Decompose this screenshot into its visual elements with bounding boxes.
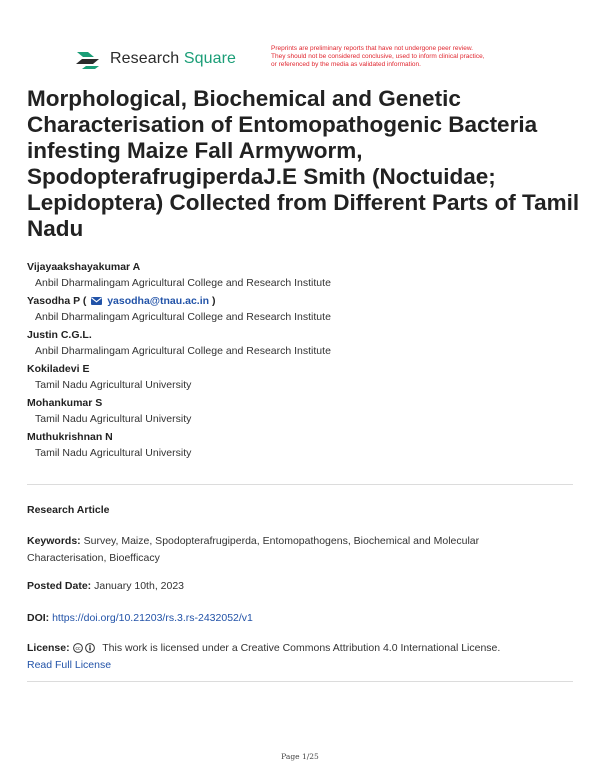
author-name: Muthukrishnan N	[27, 431, 113, 443]
doi-link[interactable]: https://doi.org/10.21203/rs.3.rs-2432052/v1	[52, 612, 253, 624]
posted-date-label: Posted Date:	[27, 580, 92, 592]
keywords	[27, 533, 567, 567]
author-affiliation: Tamil Nadu Agricultural University	[35, 447, 192, 459]
preprint-notice-line: They should not be considered conclusive, used to inform clinical practice,	[271, 53, 485, 60]
brand-name	[110, 50, 236, 68]
author-name: Kokiladevi E	[27, 363, 90, 375]
preprint-notice-line: or referenced by the media as validated information.	[271, 61, 421, 68]
keywords-line1: Survey, Maize, Spodopterafrugiperda, Entomopathogens, Biochemical and Molecular	[83, 535, 480, 547]
page-number: Page 1/25	[281, 752, 319, 761]
section-divider	[27, 681, 573, 682]
author-affiliation: Tamil Nadu Agricultural University	[35, 413, 192, 425]
section-divider	[27, 484, 573, 485]
keywords-line2: Characterisation, Bioefficacy	[27, 552, 160, 564]
svg-text:cc: cc	[75, 646, 81, 653]
doi-label: DOI:	[27, 612, 50, 624]
author-entry	[27, 327, 577, 360]
author-affiliation: Anbil Dharmalingam Agricultural College and Research Institute	[35, 311, 331, 323]
preprint-notice	[271, 45, 571, 69]
keywords-label: Keywords:	[27, 535, 81, 547]
license	[27, 640, 577, 674]
creative-commons-icon	[73, 643, 97, 653]
author-affiliation: Tamil Nadu Agricultural University	[35, 379, 192, 391]
envelope-icon	[91, 297, 102, 305]
author-name-with-email: Yasodha P ( yasodha@tnau.ac.in )	[27, 295, 216, 307]
posted-date	[27, 580, 184, 592]
doi	[27, 612, 253, 624]
author-name: Vijayaakshayakumar A	[27, 261, 141, 273]
license-text: This work is licensed under a Creative Commons Attribution 4.0 International License.	[102, 642, 501, 654]
license-label: License:	[27, 642, 70, 654]
author-name: Justin C.G.L.	[27, 329, 92, 341]
author-entry	[27, 429, 577, 462]
author-affiliation: Anbil Dharmalingam Agricultural College and Research Institute	[35, 345, 331, 357]
author-entry	[27, 259, 577, 292]
article-type: Research Article	[27, 504, 110, 516]
posted-date-value: January 10th, 2023	[94, 580, 185, 592]
author-name: Mohankumar S	[27, 397, 103, 409]
author-entry	[27, 293, 577, 326]
author-list	[27, 259, 577, 463]
preprint-notice-line: Preprints are preliminary reports that have not undergone peer review.	[271, 45, 473, 52]
author-name: Yasodha P	[27, 295, 80, 307]
brand-header	[74, 44, 236, 74]
brand-square: Square	[183, 50, 237, 67]
author-email-link[interactable]: yasodha@tnau.ac.in	[107, 295, 210, 307]
author-entry	[27, 395, 577, 428]
read-full-license-link[interactable]: Read Full License	[27, 659, 112, 671]
paper-title: Morphological, Biochemical and Genetic Characterisation of Entomopathogenic Bacteria infesting Maize Fall Armyworm, SpodopterafrugiperdaJ.E Smith (Noctuidae; Lepidoptera) Collected from Different Parts of Tamil Nadu	[27, 86, 580, 241]
brand-research: Research	[110, 50, 180, 67]
author-entry	[27, 361, 577, 394]
research-square-logo-icon	[74, 48, 102, 70]
author-affiliation: Anbil Dharmalingam Agricultural College and Research Institute	[35, 277, 331, 289]
